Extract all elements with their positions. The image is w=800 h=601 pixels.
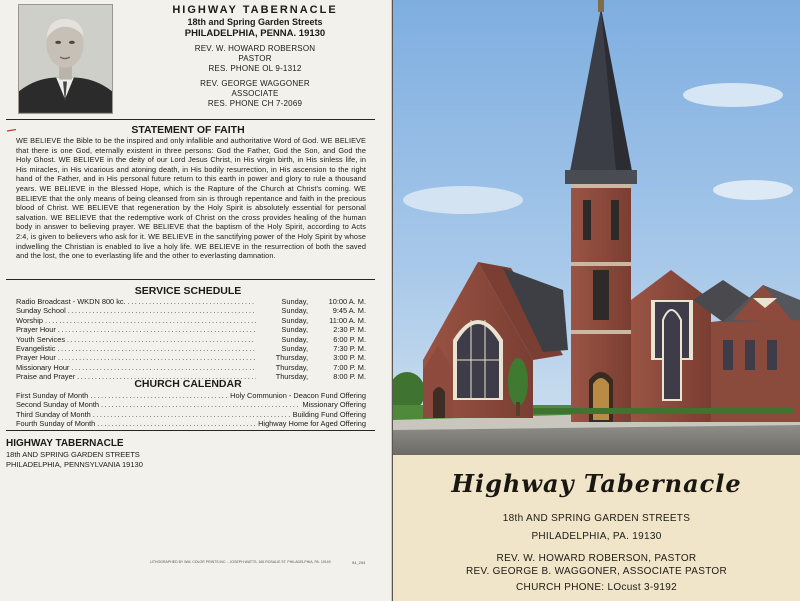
calendar-offering: Highway Home for Aged Offering: [258, 419, 366, 429]
caption-city: PHILADELPHIA, PA. 19130: [531, 531, 662, 542]
calendar-offering: Missionary Offering: [302, 400, 366, 410]
service-schedule-title: SERVICE SCHEDULE: [134, 285, 242, 297]
mailing-name: HIGHWAY TABERNACLE: [6, 438, 124, 449]
statement-text: WE BELIEVE the Bible to be the inspired and only infallible and authoritative Word of God. WE BELIEVE that there is one God, eternally existent in three persons: God the Father, God the Son, and God the Holy Ghost. WE BELIEVE in the deity of our Lord Jesus Christ, in His virgin birth, in His sinless life, in His miracles, in His vicarious and atoning death, in His bodily resurrection, in His ascension to the right hand of the Father, and in His personal future return to this earth in power and glory to rule a thousand years. WE BELIEVE in the Blessed Hope, which is the Rapture of the Church at Christ's coming. WE BELIEVE that the only means of being cleansed from sin is through repentance and faith in the precious blood of Christ. WE BELIEVE that regeneration by the Holy Spirit is absolutely essential for personal salvation. WE BELIEVE that the redemptive work of Christ on the cross provides healing of the human body in answer to believing prayer. WE BELIEVE that the baptism of the Holy Spirit, according to Acts 2:4, is given to believers who ask for it. WE BELIEVE in the sanctifying power of the Holy Spirit by whose indwelling the Christian is enabled to live a holy life. WE BELIEVE in the resurrection of both the saved and the lost, the one to everlasting life and the other to everlasting damnation.: [16, 136, 366, 261]
schedule-label: Radio Broadcast - WKDN 800 kc.: [16, 297, 126, 306]
divider: [6, 119, 375, 120]
left-panel: [0, 0, 392, 601]
associate-name: REV. GEORGE WAGGONER: [200, 79, 310, 88]
schedule-day: Sunday,: [281, 315, 308, 325]
pastor-name: REV. W. HOWARD ROBERSON: [194, 44, 316, 53]
schedule-row: [16, 335, 366, 344]
schedule-day: Thursday,: [275, 372, 308, 382]
caption-associate: REV. GEORGE B. WAGGONER, ASSOCIATE PASTOR: [465, 566, 728, 577]
schedule-day: Sunday,: [281, 325, 308, 335]
associate-title: ASSOCIATE: [231, 89, 279, 98]
divider: [6, 430, 375, 431]
pastor-title: PASTOR: [238, 54, 272, 63]
church-building-image: [393, 0, 800, 455]
schedule-time: 7:30 P. M.: [333, 344, 366, 354]
church-caption: [393, 455, 800, 601]
schedule-time: 10:00 A. M.: [328, 297, 366, 306]
form-number: 94_294: [352, 560, 366, 565]
church-city: PHILADELPHIA, PENNA. 19130: [184, 28, 326, 39]
schedule-row: [16, 344, 366, 353]
church-illustration: [393, 0, 800, 455]
schedule-day: Thursday,: [275, 362, 308, 372]
associate-phone: RES. PHONE CH 7-2069: [207, 99, 303, 108]
schedule-day: Sunday,: [281, 344, 308, 354]
caption-pastor: REV. W. HOWARD ROBERSON, PASTOR: [496, 553, 697, 564]
mailing-address: [6, 438, 206, 469]
schedule-time: 7:00 P. M.: [333, 362, 366, 372]
schedule-day: Thursday,: [275, 353, 308, 363]
calendar-label: Third Sunday of Month: [16, 409, 91, 419]
printer-credit: LITHOGRAPHED BY WM. COLOR PRINTS INC. - JOSEPH WATTS, 166 ROSALIE ST. PHILADELPHIA, PA. 19149: [150, 560, 331, 564]
calendar-row: [16, 391, 366, 400]
schedule-time: 8:00 P. M.: [333, 372, 366, 382]
mailing-city: PHILADELPHIA, PENNSYLVANIA 19130: [6, 459, 143, 469]
schedule-label: Prayer Hour: [16, 353, 56, 363]
pastor-portrait-illustration: [19, 5, 112, 113]
church-address: 18th and Spring Garden Streets: [187, 17, 323, 27]
schedule-day: Sunday,: [281, 306, 308, 316]
right-panel: [393, 0, 800, 601]
schedule-label: Missionary Hour: [16, 362, 70, 372]
statement-title: STATEMENT OF FAITH: [131, 124, 245, 136]
calendar-row: [16, 400, 366, 409]
schedule-label: Sunday School: [16, 306, 66, 316]
schedule-day: Sunday,: [281, 297, 308, 306]
calendar-label: Fourth Sunday of Month: [16, 419, 96, 429]
schedule-row: [16, 353, 366, 362]
calendar-offering: Holy Communion - Deacon Fund Offering: [230, 391, 366, 400]
caption-street: 18th AND SPRING GARDEN STREETS: [502, 513, 691, 524]
schedule-label: Praise and Prayer: [16, 372, 76, 382]
schedule-row: [16, 297, 366, 306]
church-title: Highway Tabernacle: [451, 469, 742, 498]
schedule-label: Worship: [16, 315, 43, 325]
schedule-time: 11:00 A. M.: [329, 315, 366, 325]
schedule-time: 3:00 P. M.: [333, 353, 366, 363]
caption-phone: CHURCH PHONE: LOcust 3-9192: [516, 582, 677, 593]
calendar-row: [16, 419, 366, 428]
schedule-day: Sunday,: [281, 334, 308, 344]
church-header: [160, 4, 350, 109]
calendar-row: [16, 410, 366, 419]
schedule-label: Prayer Hour: [16, 325, 56, 335]
schedule-row: [16, 316, 366, 325]
schedule-row: [16, 363, 366, 372]
schedule-time: 9:45 A. M.: [332, 306, 366, 316]
pastor-photo: [18, 4, 113, 114]
church-name: HIGHWAY TABERNACLE: [172, 4, 338, 16]
schedule-row: [16, 325, 366, 334]
schedule-row: [16, 306, 366, 315]
calendar-offering: Building Fund Offering: [292, 409, 366, 419]
church-calendar-title: CHURCH CALENDAR: [134, 378, 242, 390]
calendar-label: Second Sunday of Month: [16, 400, 99, 410]
calendar-label: First Sunday of Month: [16, 391, 89, 400]
schedule-label: Youth Services: [16, 334, 66, 344]
schedule-label: Evangelistic: [16, 344, 56, 354]
service-schedule-list: [16, 297, 366, 382]
pastor-phone: RES. PHONE OL 9-1312: [208, 64, 302, 73]
mailing-street: 18th AND SPRING GARDEN STREETS: [6, 450, 140, 459]
church-calendar-list: [16, 391, 366, 429]
schedule-time: 6:00 P. M.: [333, 334, 366, 344]
schedule-time: 2:30 P. M.: [333, 325, 366, 335]
divider: [6, 279, 375, 280]
